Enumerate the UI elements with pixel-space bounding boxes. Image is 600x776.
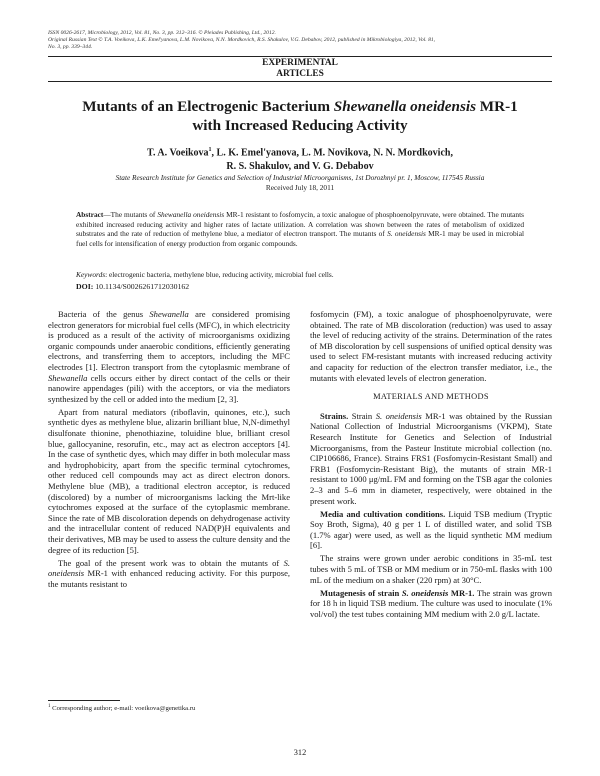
abstract-label: Abstract	[76, 210, 104, 219]
section-label-line-1: EXPERIMENTAL	[262, 58, 338, 68]
authors-line-1: T. A. Voeikova$^1$, L. K. Emel'yanova, L. M. Novikova, N. N. Mordkovich,	[147, 147, 453, 159]
paragraph: The goal of the present work was to obtain the mutants of S. oneidensis MR-1 with enhanced reducing activity. For this purpose, the mutants resistant to	[48, 557, 290, 589]
section-heading: MATERIALS AND METHODS	[373, 392, 489, 402]
left-column	[48, 309, 290, 592]
paragraph: The strains were grown under aerobic conditions in 35-mL test tubes with 5 mL of TSB or MM medium or in 750-mL flasks with 100 mL of the medium on a shaker (220 rpm) at 30°C.	[310, 553, 552, 585]
header-line-1: ISSN 0026-2617, Microbiology, 2012, Vol. 81, No. 3, pp. 312–316. © Pleiades Publishing, Ltd., 2012.	[48, 30, 276, 36]
journal-header	[48, 30, 552, 51]
right-column	[310, 309, 552, 622]
paragraph: Bacteria of the genus Shewanella are considered promising electron generators for microbial fuel cells (MFC), in which electricity is produced as a result of the activity of microorganisms oxidizing organic compounds under anaerobic conditions, efficiently generating electrons, and transferring them to acceptors, including the MFC electrodes [1]. Electron transport from the cytoplasmic membrane of Shewanella cells occurs either by direct contact of the cells or their nanowire appendages (pili) with the acceptors, or via the mediators synthesized by the cell or added into the medium [2, 3].	[48, 309, 290, 404]
paragraph: Strains. Strain S. oneidensis MR-1 was obtained by the Russian National Collection of Industrial Microorganisms (VKPM), State Research Institute for Genetics and Selection of Industrial Microorganisms, from the Pasteur Institute microbial collection (no. CIP106686, France). Strains FRS1 (Fosfomycin-Resistant Small) and FRB1 (Fosfomycin-Resistant Big), the mutants of strain MR-1 resistant to 1000 μg/mL FM and forming on the TSB agar the colonies 2–3 and 5–6 mm in diameter, respectively, were obtained in the present work.	[310, 410, 552, 506]
header-line-3: No. 3, pp. 339–344.	[48, 44, 93, 50]
paragraph: Media and cultivation conditions. Liquid TSB medium (Tryptic Soy Broth, Sigma), 40 g per 1 L of distilled water, and solid TSB (1.7% agar) were used, as well as the liquid synthetic MM medium [6].	[310, 508, 552, 551]
authors-line-2: R. S. Shakulov, and V. G. Debabov	[226, 160, 374, 172]
paragraph: Apart from natural mediators (riboflavin, quinones, etc.), such synthetic dyes as methylene blue, alizarin brilliant blue, N,N-dimethyl disulfonate thionine, phenothiazine, toluidine blue, brilliant cresol blue, gallocyanine, resorufin, etc., may act as electron acceptors [4]. In the case of synthetic dyes, which may differ in both molecular mass and hydrophobicity, apart from the specific terminal cytochromes, other reduced cell compounds may act as direct electron donors. Methylene blue (MB), a traditional electron acceptor, is reduced (discolored) by a number of microorganisms lacking the Mrt-like cytochromes exposed at the surface of the cytoplasmic membrane. Since the rate of MB discoloration depends on dehydrogenase activity and the intracellular content of reduced NAD(P)H equivalents and their derivatives, MB may be used to assess the culture density and the degree of its reduction [5].	[48, 406, 290, 555]
article-title	[48, 97, 552, 135]
section-label	[48, 58, 552, 80]
title-line-1: Mutants of an Electrogenic Bacterium Shewanella oneidensis MR-1	[82, 98, 518, 115]
footnote-rule	[48, 700, 120, 701]
affiliation: State Research Institute for Genetics and Selection of Industrial Microorganisms, 1st Dorozhnyi pr. 1, Moscow, 117545 Russia	[115, 173, 485, 182]
received-date: Received July 18, 2011	[265, 183, 335, 192]
section-label-line-2: ARTICLES	[276, 69, 324, 79]
keywords: Keywords: electrogenic bacteria, methylene blue, reducing activity, microbial fuel cells.	[76, 270, 334, 279]
author-list	[48, 144, 552, 173]
header-rule	[48, 56, 552, 57]
title-line-2: with Increased Reducing Activity	[192, 117, 408, 134]
page-number: 312	[293, 748, 307, 757]
paragraph: fosfomycin (FM), a toxic analogue of phosphoenolpyruvate, were obtained. The rate of MB discoloration (reduction) was used to assay the level of reducing activity of the strains. Determination of the rates of MB discoloration by cell suspensions of unified optical density was used to select FM-resistant mutants with increased reducing activity and capacity for reduction of the electron transfer mediator, i.e., the mutants with elevated levels of electron generation.	[310, 309, 552, 383]
footnote: $^1$ Corresponding author; e-mail: voeikova@genetika.ru	[48, 704, 196, 713]
abstract: Abstract—The mutants of Shewanella oneidensis MR-1 resistant to fosfomycin, a toxic analogue of phosphoenolpyruvate, were obtained. The mutants exhibited increased reducing activity and higher rates of lactate utilization. A correlation was shown between the rates of metabolism of oxidized substrates and the rate of reduction of methylene blue, a mediator of electron transport. The mutants of S. oneidensis MR-1 may be used in microbial fuel cells for intensification of energy production from organic compounds.	[76, 210, 524, 248]
keywords-label: Keywords	[76, 270, 106, 279]
doi-value[interactable]: 10.1134/S0026261712030162	[93, 282, 190, 291]
paragraph: Mutagenesis of strain S. oneidensis MR-1. The strain was grown for 18 h in liquid TSB medium. The culture was used to inoculate (1% vol/vol) the test tubes containing MM medium with 2.0 g/L lactate.	[310, 587, 552, 619]
doi: DOI: 10.1134/S0026261712030162	[76, 282, 190, 291]
section-rule	[48, 81, 552, 82]
header-line-2: Original Russian Text © T.A. Voeikova, L.K. Emel'yanova, L.M. Novikova, N.N. Mordkovich, R.S. Shakulov, V.G. Debabov, 2012, published in Mikrobiologiya, 2012, Vol. 81,	[48, 37, 436, 43]
